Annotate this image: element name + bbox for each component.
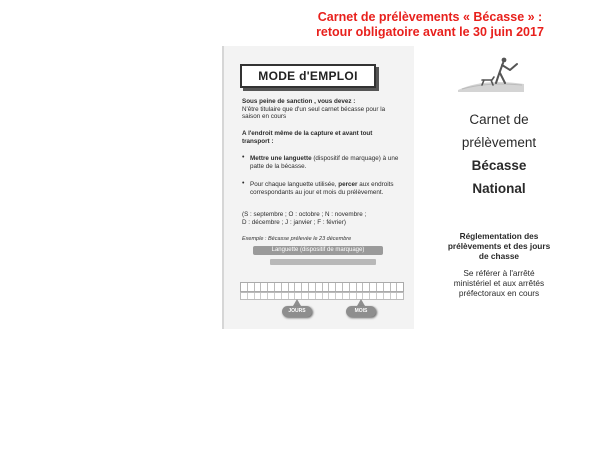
grid-cell: [391, 293, 398, 299]
bullet-1: [250, 155, 400, 170]
grid-cell: [377, 293, 384, 299]
grid-cell: [268, 283, 275, 291]
document-header: [270, 10, 590, 40]
cover-title-line-1: Carnet de: [469, 112, 529, 127]
bullet-1-dot: •: [242, 154, 245, 161]
grid-cell: [275, 293, 282, 299]
cover-panel: [404, 46, 600, 329]
grid-cell: [248, 293, 255, 299]
grid-cell: [350, 293, 357, 299]
header-line-1: Carnet de prélèvements « Bécasse » :: [317, 10, 543, 24]
grid-cell: [384, 283, 391, 291]
jours-arrow-icon: [293, 299, 301, 306]
bullet-1-text: (dispositif de marquage) à une patte de la bécasse.: [250, 155, 399, 170]
instructions-panel: [226, 56, 402, 328]
grid-cell: [248, 283, 255, 291]
days-grid: [240, 282, 404, 292]
grid-cell: [268, 293, 275, 299]
grid-cell: [302, 293, 309, 299]
grid-cell: [357, 283, 364, 291]
grid-cell: [377, 283, 384, 291]
grid-cell: [343, 293, 350, 299]
grid-cell: [316, 293, 323, 299]
grid-cell: [370, 293, 377, 299]
grid-cell: [343, 283, 350, 291]
months-legend: [242, 211, 400, 226]
grid-cell: [282, 283, 289, 291]
grid-cell: [391, 283, 398, 291]
grid-cell: [261, 283, 268, 291]
grid-cell: [336, 283, 343, 291]
bullet-2-prefix: Pour chaque languette utilisée,: [250, 181, 337, 188]
bullet-2-text: aux endroits correspondants au jour et mois du prélèvement.: [250, 181, 394, 196]
languette-illustration: Languette (dispositif de marquage): [253, 246, 383, 255]
days-grid-row-2: [240, 292, 404, 300]
grid-cell: [255, 293, 262, 299]
months-line-2: D : décembre ; J : janvier ; F : février): [242, 218, 346, 226]
grid-cell: [384, 293, 391, 299]
grid-cell: [309, 283, 316, 291]
bullet-2-bold: percer: [338, 181, 358, 188]
grid-cell: [261, 293, 268, 299]
cover-title-line-3: Bécasse: [471, 158, 527, 173]
mode-emploi-title: MODE d'EMPLOI: [240, 64, 376, 88]
bullet-2: [250, 181, 400, 196]
regulation-line-2: prélèvements et des jours: [447, 241, 551, 251]
grid-cell: [241, 293, 248, 299]
grid-cell: [350, 283, 357, 291]
grid-cell: [329, 293, 336, 299]
bullet-1-bold: Mettre une languette: [250, 155, 312, 162]
grid-cell: [289, 283, 296, 291]
grid-cell: [370, 283, 377, 291]
reference-line-1: Se référer à l'arrêté: [463, 268, 535, 278]
sanction-block: [242, 98, 400, 121]
sanction-heading: Sous peine de sanction , vous devez :: [242, 98, 356, 105]
grid-cell: [282, 293, 289, 299]
grid-cell: [323, 283, 330, 291]
sanction-text: N'être titulaire que d'un seul carnet bécasse pour la saison en cours: [242, 105, 386, 121]
languette-shadow: [270, 259, 376, 265]
mois-arrow-icon: [357, 299, 365, 306]
bullet-2-dot: •: [242, 180, 245, 187]
jours-label: JOURS: [282, 306, 312, 317]
grid-cell: [397, 283, 403, 291]
grid-cell: [309, 293, 316, 299]
header-line-2: retour obligatoire avant le 30 juin 2017: [316, 25, 544, 39]
grid-cell: [255, 283, 262, 291]
grid-cell: [323, 293, 330, 299]
months-line-1: (S : septembre ; O : octobre ; N : novembre ;: [242, 211, 367, 218]
hunter-with-dog-icon: [458, 54, 524, 92]
mois-label: MOIS: [346, 306, 376, 317]
grid-cell: [302, 283, 309, 291]
grid-cell: [397, 293, 403, 299]
cover-title-line-2: prélèvement: [461, 135, 537, 150]
grid-cell: [363, 283, 370, 291]
example-caption: Exemple : Bécasse prélevée le 23 décembre: [242, 236, 352, 242]
cover-title-line-4: National: [472, 181, 526, 196]
grid-cell: [275, 283, 282, 291]
grid-cell: [241, 283, 248, 291]
grid-cell: [295, 283, 302, 291]
reference-line-3: préfectoraux en cours: [458, 288, 540, 298]
reference-line-2: ministériel et aux arrêtés: [453, 278, 545, 288]
capture-heading: A l'endroit même de la capture et avant tout transport :: [242, 130, 373, 145]
grid-cell: [336, 293, 343, 299]
grid-cell: [329, 283, 336, 291]
grid-cell: [316, 283, 323, 291]
regulation-line-3: de chasse: [478, 251, 520, 261]
regulation-line-1: Réglementation des: [459, 231, 539, 241]
